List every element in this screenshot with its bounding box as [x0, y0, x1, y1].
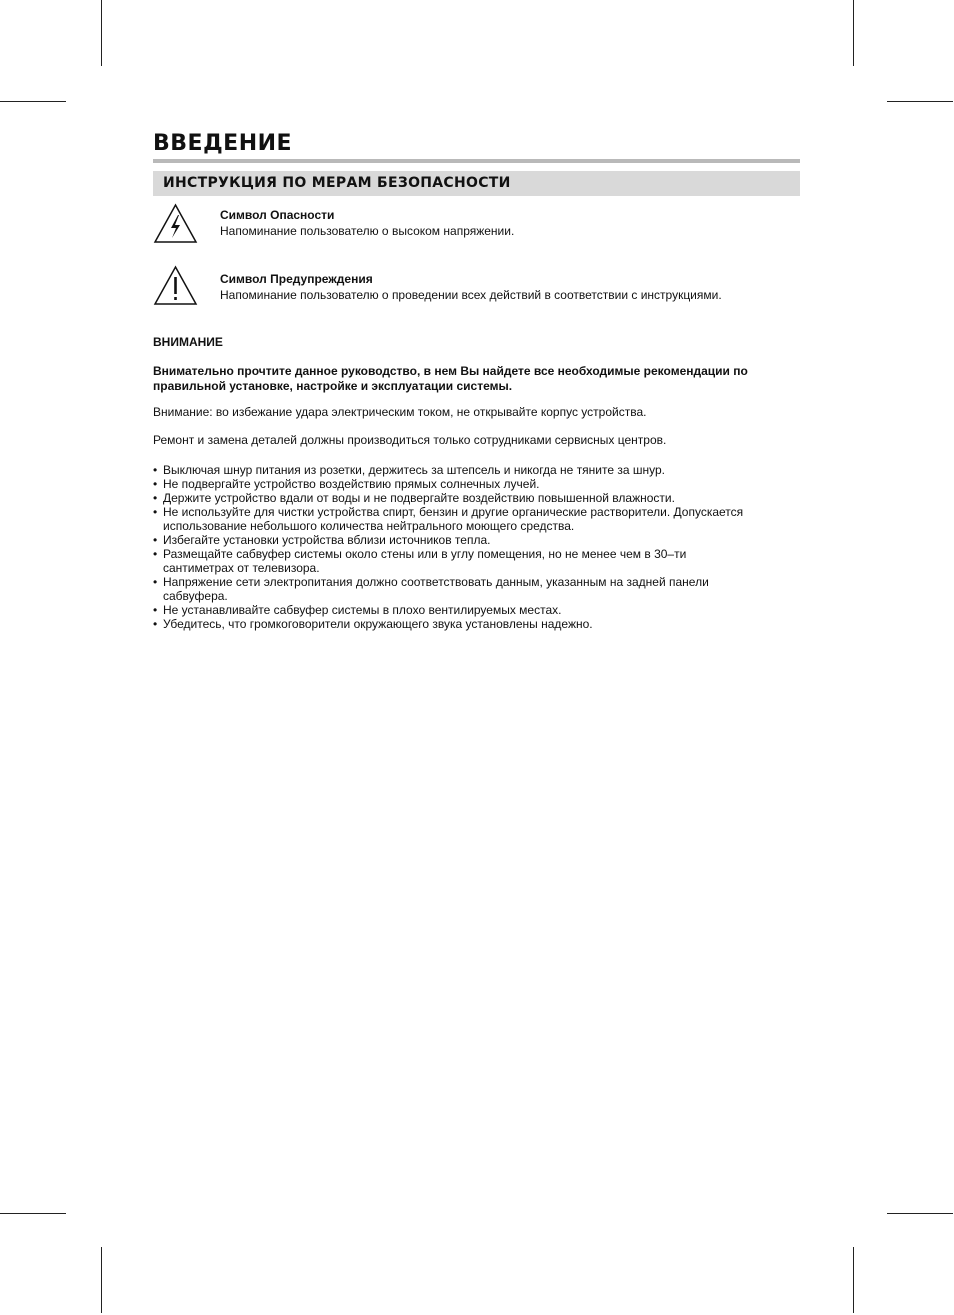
section-header: [153, 171, 800, 196]
high-voltage-warning-icon: [153, 203, 198, 245]
intro-paragraph: Внимательно прочтите данное руководство, в нем Вы найдете все необходимые рекомендации по правильной установке, настройке и эксплуатации системы.: [153, 364, 748, 393]
list-item: • Размещайте сабвуфер системы около стены или в углу помещения, но не менее чем в 30–ти сантиметрах от телевизора.: [153, 547, 753, 575]
crop-mark: [853, 0, 854, 66]
crop-mark: [101, 1247, 102, 1313]
list-item: • Не подвергайте устройство воздействию прямых солнечных лучей.: [153, 477, 793, 491]
danger-symbol-title: Символ Опасности: [220, 208, 335, 222]
exclamation-warning-icon: [153, 265, 198, 307]
crop-mark: [0, 101, 66, 102]
danger-symbol-row: [153, 203, 813, 248]
crop-mark: [887, 1213, 953, 1214]
caution-symbol-row: [153, 265, 813, 310]
safety-bullet-list: [153, 463, 793, 631]
caution-symbol-text: Напоминание пользователю о проведении всех действий в соответствии с инструкциями.: [220, 288, 722, 302]
crop-mark: [853, 1247, 854, 1313]
warning-heading: ВНИМАНИЕ: [153, 335, 223, 349]
title-divider: [153, 159, 800, 163]
crop-mark: [101, 0, 102, 66]
caution-symbol-title: Символ Предупреждения: [220, 272, 373, 286]
list-item: • Напряжение сети электропитания должно соответствовать данным, указанным на задней панели сабвуфера.: [153, 575, 733, 603]
list-item: • Не используйте для чистки устройства спирт, бензин и другие органические растворители. Допускается использование небольшого количества нейтрального моющего средства.: [153, 505, 793, 533]
list-item: • Не устанавливайте сабвуфер системы в плохо вентилируемых местах.: [153, 603, 793, 617]
list-item: • Убедитесь, что громкоговорители окружающего звука установлены надежно.: [153, 617, 793, 631]
list-item: • Избегайте установки устройства вблизи источников тепла.: [153, 533, 793, 547]
crop-mark: [887, 101, 953, 102]
list-item: • Держите устройство вдали от воды и не подвергайте воздействию повышенной влажности.: [153, 491, 793, 505]
crop-mark: [0, 1213, 66, 1214]
page-title: ВВЕДЕНИЕ: [153, 131, 293, 156]
electric-shock-warning: Внимание: во избежание удара электрическим током, не открывайте корпус устройства.: [153, 405, 647, 419]
section-title: ИНСТРУКЦИЯ ПО МЕРАМ БЕЗОПАСНОСТИ: [163, 175, 511, 191]
danger-symbol-text: Напоминание пользователю о высоком напряжении.: [220, 224, 515, 238]
list-item: • Выключая шнур питания из розетки, держитесь за штепсель и никогда не тяните за шнур.: [153, 463, 793, 477]
service-notice: Ремонт и замена деталей должны производиться только сотрудниками сервисных центров.: [153, 433, 667, 447]
